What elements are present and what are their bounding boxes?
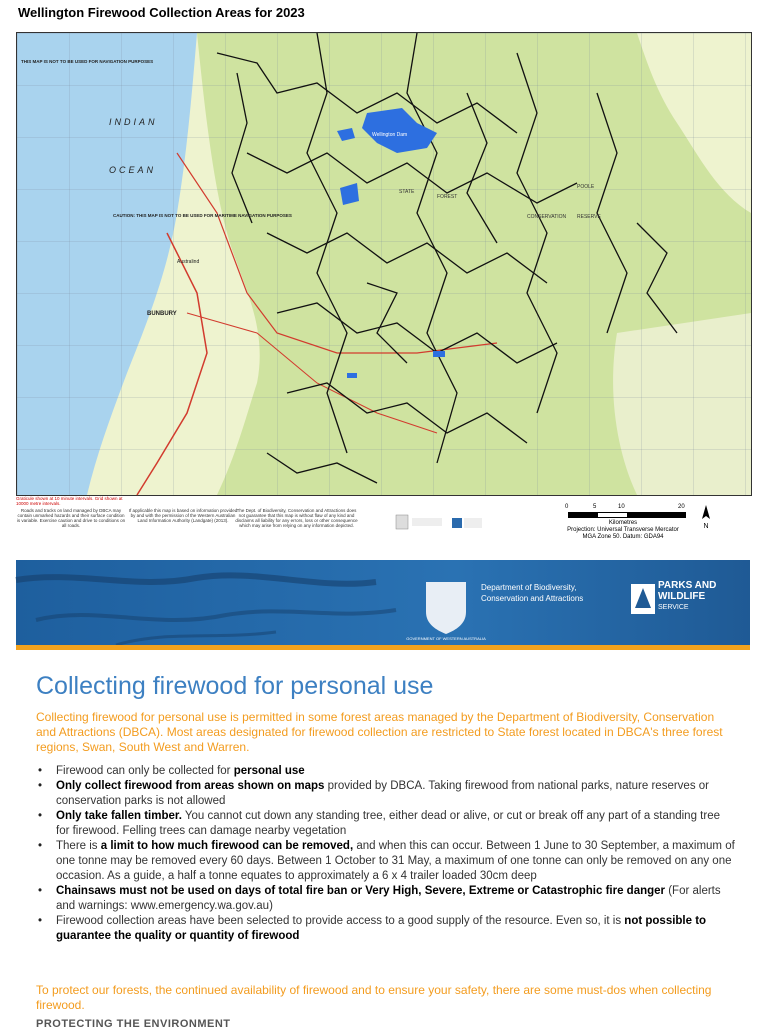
outro-paragraph: To protect our forests, the continued availability of firewood and to ensure your safety, there are some must-dos when collecting firewood. bbox=[36, 983, 712, 1012]
dept-line-2: Conservation and Attractions bbox=[481, 594, 584, 603]
area-label-reserve: RESERVE bbox=[577, 214, 601, 220]
firewood-map[interactable] bbox=[16, 32, 752, 496]
parks-wildlife-logo-icon bbox=[631, 584, 655, 614]
scale-bar bbox=[548, 504, 708, 541]
grid-lines bbox=[17, 33, 751, 495]
scale-ticks bbox=[548, 504, 708, 512]
disclaimer-note: The Dept. of Biodiversity, Conservation and Attractions does not guarantee that this map is without flaw of any kind and disclaims all liability for any errors, loss or other consequence which may arise from relying on any information depicted. bbox=[235, 508, 358, 528]
area-label-conservation: CONSERVATION bbox=[527, 214, 567, 220]
scale-tick: 5 bbox=[593, 504, 597, 510]
list-item: • Only collect firewood from areas shown on maps provided by DBCA. Taking firewood from national parks, nature reserves or conservation parks is not allowed bbox=[36, 779, 736, 809]
list-item: • Firewood can only be collected for personal use bbox=[36, 764, 736, 779]
rules-list bbox=[36, 764, 736, 944]
navigation-warning: THIS MAP IS NOT TO BE USED FOR NAVIGATION PURPOSES bbox=[21, 59, 154, 64]
pw-line-2: WILDLIFE bbox=[658, 591, 706, 602]
pw-line-1: PARKS AND bbox=[658, 580, 717, 591]
dept-line-1: Department of Biodiversity, bbox=[481, 583, 577, 592]
section-heading: PROTECTING THE ENVIRONMENT bbox=[36, 1018, 231, 1030]
scale-tick: 10 bbox=[618, 504, 625, 510]
scale-tick: 20 bbox=[678, 504, 685, 510]
scale-bar-graphic bbox=[568, 512, 686, 518]
town-bunbury: BUNBURY bbox=[147, 311, 177, 317]
dbca-name bbox=[481, 582, 583, 604]
north-label: N bbox=[703, 523, 709, 530]
datum-text: MGA Zone 50. Datum: GDA94 bbox=[582, 534, 664, 540]
banner-stripe bbox=[16, 645, 750, 650]
page-heading: Collecting firewood for personal use bbox=[36, 672, 434, 700]
maritime-warning: CAUTION: THIS MAP IS NOT TO BE USED FOR MARITIME NAVIGATION PURPOSES bbox=[113, 213, 292, 218]
list-item: • Chainsaws must not be used on days of total fire ban or Very High, Severe, Extreme or Catastrophic fire danger (For alerts and warnings: www.emergency.wa.gov.au) bbox=[36, 884, 736, 914]
wa-government-crest bbox=[406, 572, 486, 642]
area-label-state: STATE bbox=[399, 189, 415, 195]
map-title: Wellington Firewood Collection Areas for 2023 bbox=[18, 5, 305, 20]
list-item: • There is a limit to how much firewood can be removed, and when this can occur. Between 1 June to 30 September, a maximum of one tonne may be removed every 60 days. Between 1 October to 31 May, a maximum of one tonne can only be removed on any one occasion. As a guide, a half a tonne equates to approximately a 6 x 4 trailer loaded 30cm deep bbox=[36, 839, 736, 884]
map-graphic bbox=[17, 33, 751, 495]
projection-text: Projection: Universal Transverse Mercator bbox=[567, 527, 679, 533]
parks-wildlife-name bbox=[658, 580, 716, 613]
scale-unit: Kilometres bbox=[608, 520, 638, 526]
north-arrow bbox=[701, 505, 711, 530]
town-australind: Australind bbox=[177, 259, 200, 265]
footer-logos bbox=[394, 514, 484, 532]
lake-label: Wellington Dam bbox=[372, 132, 408, 138]
scale-tick: 0 bbox=[565, 504, 569, 510]
ocean-label-1: INDIAN bbox=[109, 117, 158, 127]
area-label-forest: FOREST bbox=[437, 194, 458, 200]
pw-line-3: SERVICE bbox=[658, 604, 689, 611]
intro-paragraph: Collecting firewood for personal use is permitted in some forest areas managed by the Department of Biodiversity, Conservation and Attractions (DBCA). Most areas designated for firewood collection are restricted to State forest located in DBCA's three forest regions, Swan, South West and Warren. bbox=[36, 710, 723, 754]
list-item: • Only take fallen timber. You cannot cut down any standing tree, either dead or alive, or cut or break off any part of a standing tree for firewood. Felling trees can damage nearby vegetation bbox=[36, 809, 736, 839]
roads-note: Roads and tracks on land managed by DBCA may contain unmarked hazards and their surface condition is variable. Exercise caution and drive to conditions on all roads. bbox=[16, 508, 126, 528]
data-note: If applicable this map is based on information provided by and with the permission of the Western Australian Land Information Authority (Landgate) (2013). bbox=[128, 508, 238, 523]
north-arrow-icon bbox=[701, 505, 711, 521]
dbca-banner bbox=[16, 560, 750, 650]
gov-label: GOVERNMENT OF WESTERN AUSTRALIA bbox=[406, 636, 486, 641]
list-item: • Firewood collection areas have been selected to provide access to a good supply of the resource. Even so, it is not possible to guarantee the quality or quantity of firewood bbox=[36, 914, 736, 944]
area-label-poole: POOLE bbox=[577, 184, 595, 190]
graticule-note: Graticule shown at 10 minute intervals. Grid shown at 10000 metre intervals. bbox=[16, 496, 123, 506]
ocean-label-2: OCEAN bbox=[109, 165, 157, 175]
